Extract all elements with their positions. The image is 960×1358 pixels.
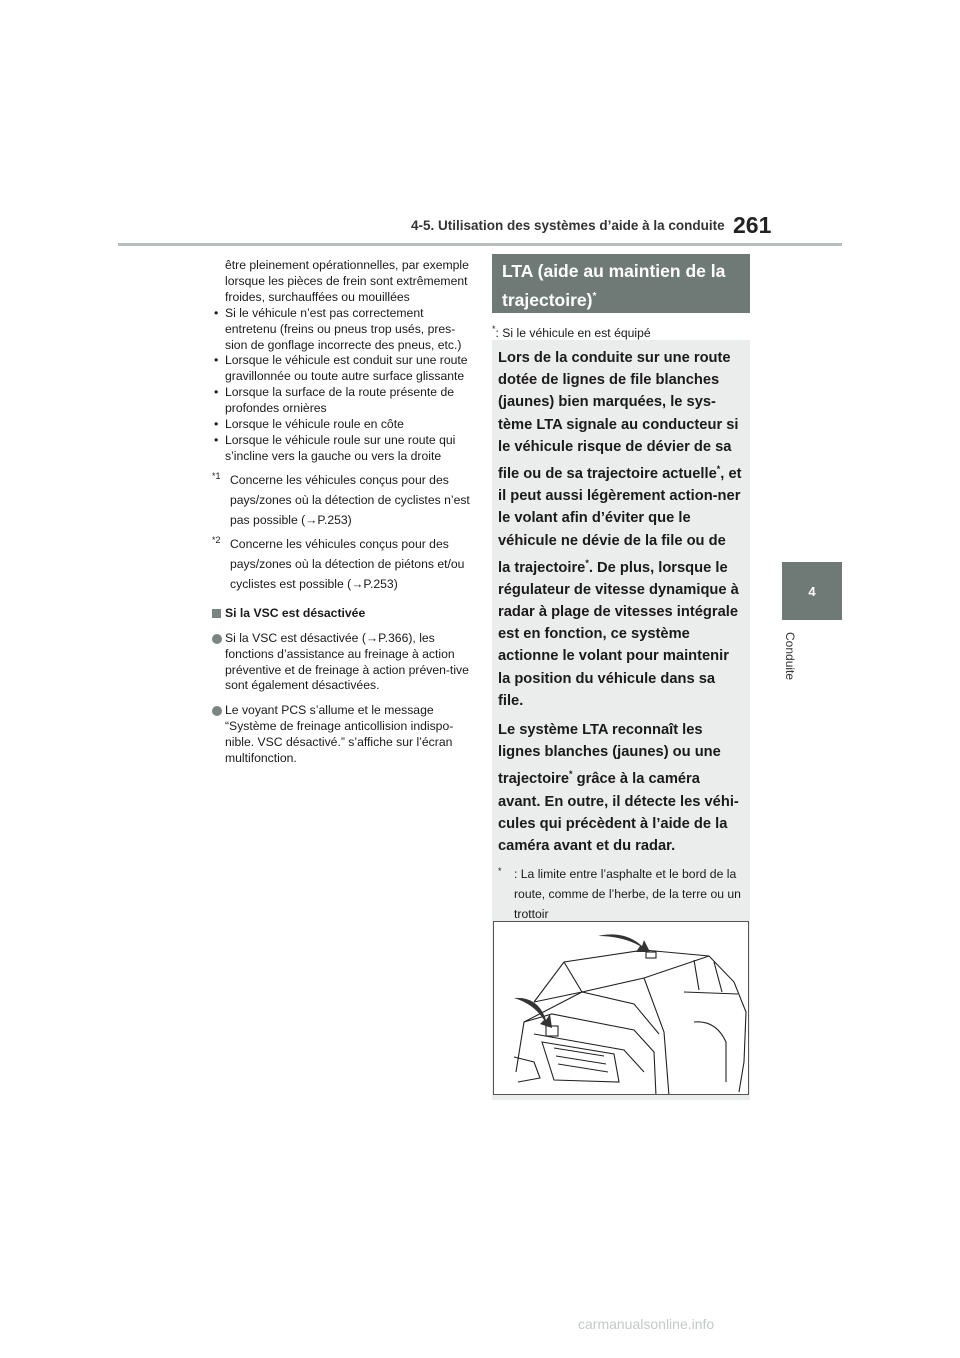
list-item: • Lorsque le véhicule roule en côte [214, 417, 404, 432]
list-item: • Si le véhicule n’est pas correctement entretenu (freins ou pneus trop usés, pres-sion de gonflage incorrecte des pneus, etc.) [214, 305, 462, 352]
condition-list [212, 306, 474, 465]
section-title: 4-5. Utilisation des systèmes d’aide à la conduite [411, 218, 725, 233]
footnotes [212, 470, 474, 594]
left-column [212, 258, 474, 767]
vsc-item: Si la VSC est désactivée (→P.366), les fonctions d’assistance au freinage à action préventive et de freinage à action préven-tive sont également désactivées. [212, 631, 474, 695]
list-item: • Lorsque la surface de la route présente de profondes ornières [214, 385, 455, 416]
list-item: • Lorsque le véhicule est conduit sur une route gravillonnée ou toute autre surface glissante [214, 353, 468, 384]
footnote-1: *1 Concerne les véhicules conçus pour des pays/zones où la détection de cyclistes n’est pas possible (→P.253) [212, 470, 470, 527]
chapter-label [780, 632, 814, 692]
header-divider [118, 243, 842, 246]
footnote-2: *2 Concerne les véhicules conçus pour des pays/zones où la détection de piétons et/ou cyclistes est possible (→P.253) [212, 534, 465, 591]
availability-note: *: Si le véhicule en est équipé [492, 324, 651, 341]
square-bullet-icon [212, 609, 221, 618]
lta-description [498, 347, 742, 924]
lta-footnote: * : La limite entre l’asphalte et le bord de la route, comme de l’herbe, de la terre ou un trottoir [498, 866, 741, 922]
circle-bullet-icon [212, 634, 222, 644]
list-item: • Lorsque le véhicule roule sur une route qui s’incline vers la gauche ou vers la droite [214, 432, 456, 463]
lta-paragraph-2: Le système LTA reconnaît les lignes blanches (jaunes) ou une trajectoire* grâce à la caméra avant. En outre, il détecte les véhi-cules qui précèdent à l’aide de la caméra avant et du radar. [498, 722, 739, 854]
intro-paragraph: être pleinement opérationnelles, par exemple lorsque les pièces de frein sont extrêmement froides, surchauffées ou mouillées [225, 258, 469, 304]
vsc-item: Le voyant PCS s’allume et le message “Système de freinage anticollision indispo-nible. VSC désactivé.” s’affiche sur l’écran multifonction. [212, 703, 474, 767]
vehicle-camera-illustration [493, 921, 749, 1095]
vsc-heading: Si la VSC est désactivée [212, 606, 474, 622]
chapter-number: 4 [808, 583, 816, 599]
lta-paragraph-1: Lors de la conduite sur une route dotée de lignes de file blanches (jaunes) bien marquées, le sys-tème LTA signale au conducteur si le véhicule risque de dévier de sa file ou de sa trajectoire actuelle*, et il peut aussi légèrement action-ner le volant afin d’éviter que le véhicule ne dévie de la file ou de la trajectoire*. De plus, lorsque le régulateur de vitesse dynamique à radar à plage de vitesses intégrale est en fonction, ce système actionne le volant pour maintenir la position du véhicule dans sa file. [498, 350, 742, 709]
page-number: 261 [733, 212, 772, 238]
chapter-tab[interactable] [782, 562, 842, 620]
circle-bullet-icon [212, 706, 222, 716]
watermark: carmanualsonline.info [578, 1316, 715, 1332]
chapter-label-text: Conduite [783, 632, 797, 681]
suv-front-view-image [494, 922, 749, 1095]
lta-section-heading: LTA (aide au maintien de la trajectoire)* [492, 254, 750, 313]
